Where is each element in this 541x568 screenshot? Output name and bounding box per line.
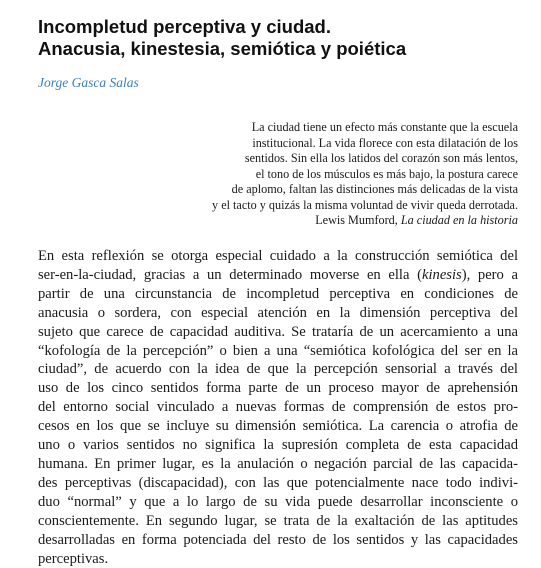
body-line: del entorno social vinculado a nuevas formas de comprensión de estos pro- [38, 398, 518, 417]
body-line: duo “normal” y que a lo largo de su vida puede desarrollar inconsciente o [38, 493, 518, 512]
body-line: En esta reflexión se otorga especial cuidado a la construcción semiótica del [38, 247, 518, 266]
epigraph-source-author: Lewis Mumford, [315, 213, 398, 227]
body-line: conscientemente. En segundo lugar, se trata de la exaltación de las aptitudes [38, 512, 518, 531]
epigraph-line: La ciudad tiene un efecto más constante que la escuela [150, 120, 518, 136]
body-line: uso de los cinco sentidos forma parte de un proceso mayor de aprehensión [38, 379, 518, 398]
author-name: Jorge Gasca Salas [38, 74, 139, 92]
title-line-2: Anacusia, kinestesia, semiótica y poiética [38, 38, 518, 60]
body-line: humana. En primer lugar, es la anulación o negación parcial de las capacida- [38, 455, 518, 474]
body-line: “kofología de la percepción” o bien a una “semiótica kofológica del ser en la [38, 342, 518, 361]
epigraph [150, 120, 518, 229]
epigraph-line: institucional. La vida florece con esta dilatación de los [150, 136, 518, 152]
body-line: partir de una circunstancia de incompletud perceptiva en condiciones de [38, 285, 518, 304]
epigraph-line: de aplomo, faltan las distinciones más delicadas de la vista [150, 182, 518, 198]
body-line: uno o varios sentidos no significa la supresión completa de esta capacidad [38, 436, 518, 455]
epigraph-source-title: La ciudad en la historia [401, 213, 518, 227]
body-line: des perceptivas (discapacidad), con las que potencialmente nace todo indivi- [38, 474, 518, 493]
epigraph-line: y el tacto y quizás la misma voluntad de vivir queda derrotada. [150, 198, 518, 214]
body-line: sujeto que carece de capacidad auditiva. Se trataría de un acercamiento a una [38, 323, 518, 342]
article-title [38, 16, 518, 60]
epigraph-source [150, 213, 518, 229]
body-line-kinesis: ser-en-la-ciudad, gracias a un determinado moverse en ella (kinesis), pero a [38, 266, 518, 285]
body-paragraph [38, 247, 518, 568]
epigraph-line: el tono de los músculos es más bajo, la postura carece [150, 167, 518, 183]
body-line: cesos en los que se incluye su dimensión semiótica. La carencia o atrofia de [38, 417, 518, 436]
body-line: ciudad”, de acuerdo con la idea de que la percepción sensorial a través del [38, 360, 518, 379]
title-line-1: Incompletud perceptiva y ciudad. [38, 16, 518, 38]
body-line: perceptivas. [38, 550, 518, 568]
body-line: desarrolladas en forma potenciada del resto de los sentidos y las capacidades [38, 531, 518, 550]
kinesis-term: kinesis [422, 267, 462, 283]
body-line: anacusia o sordera, con especial atención en la dimensión perceptiva del [38, 304, 518, 323]
epigraph-line: sentidos. Sin ella los latidos del corazón son más lentos, [150, 151, 518, 167]
